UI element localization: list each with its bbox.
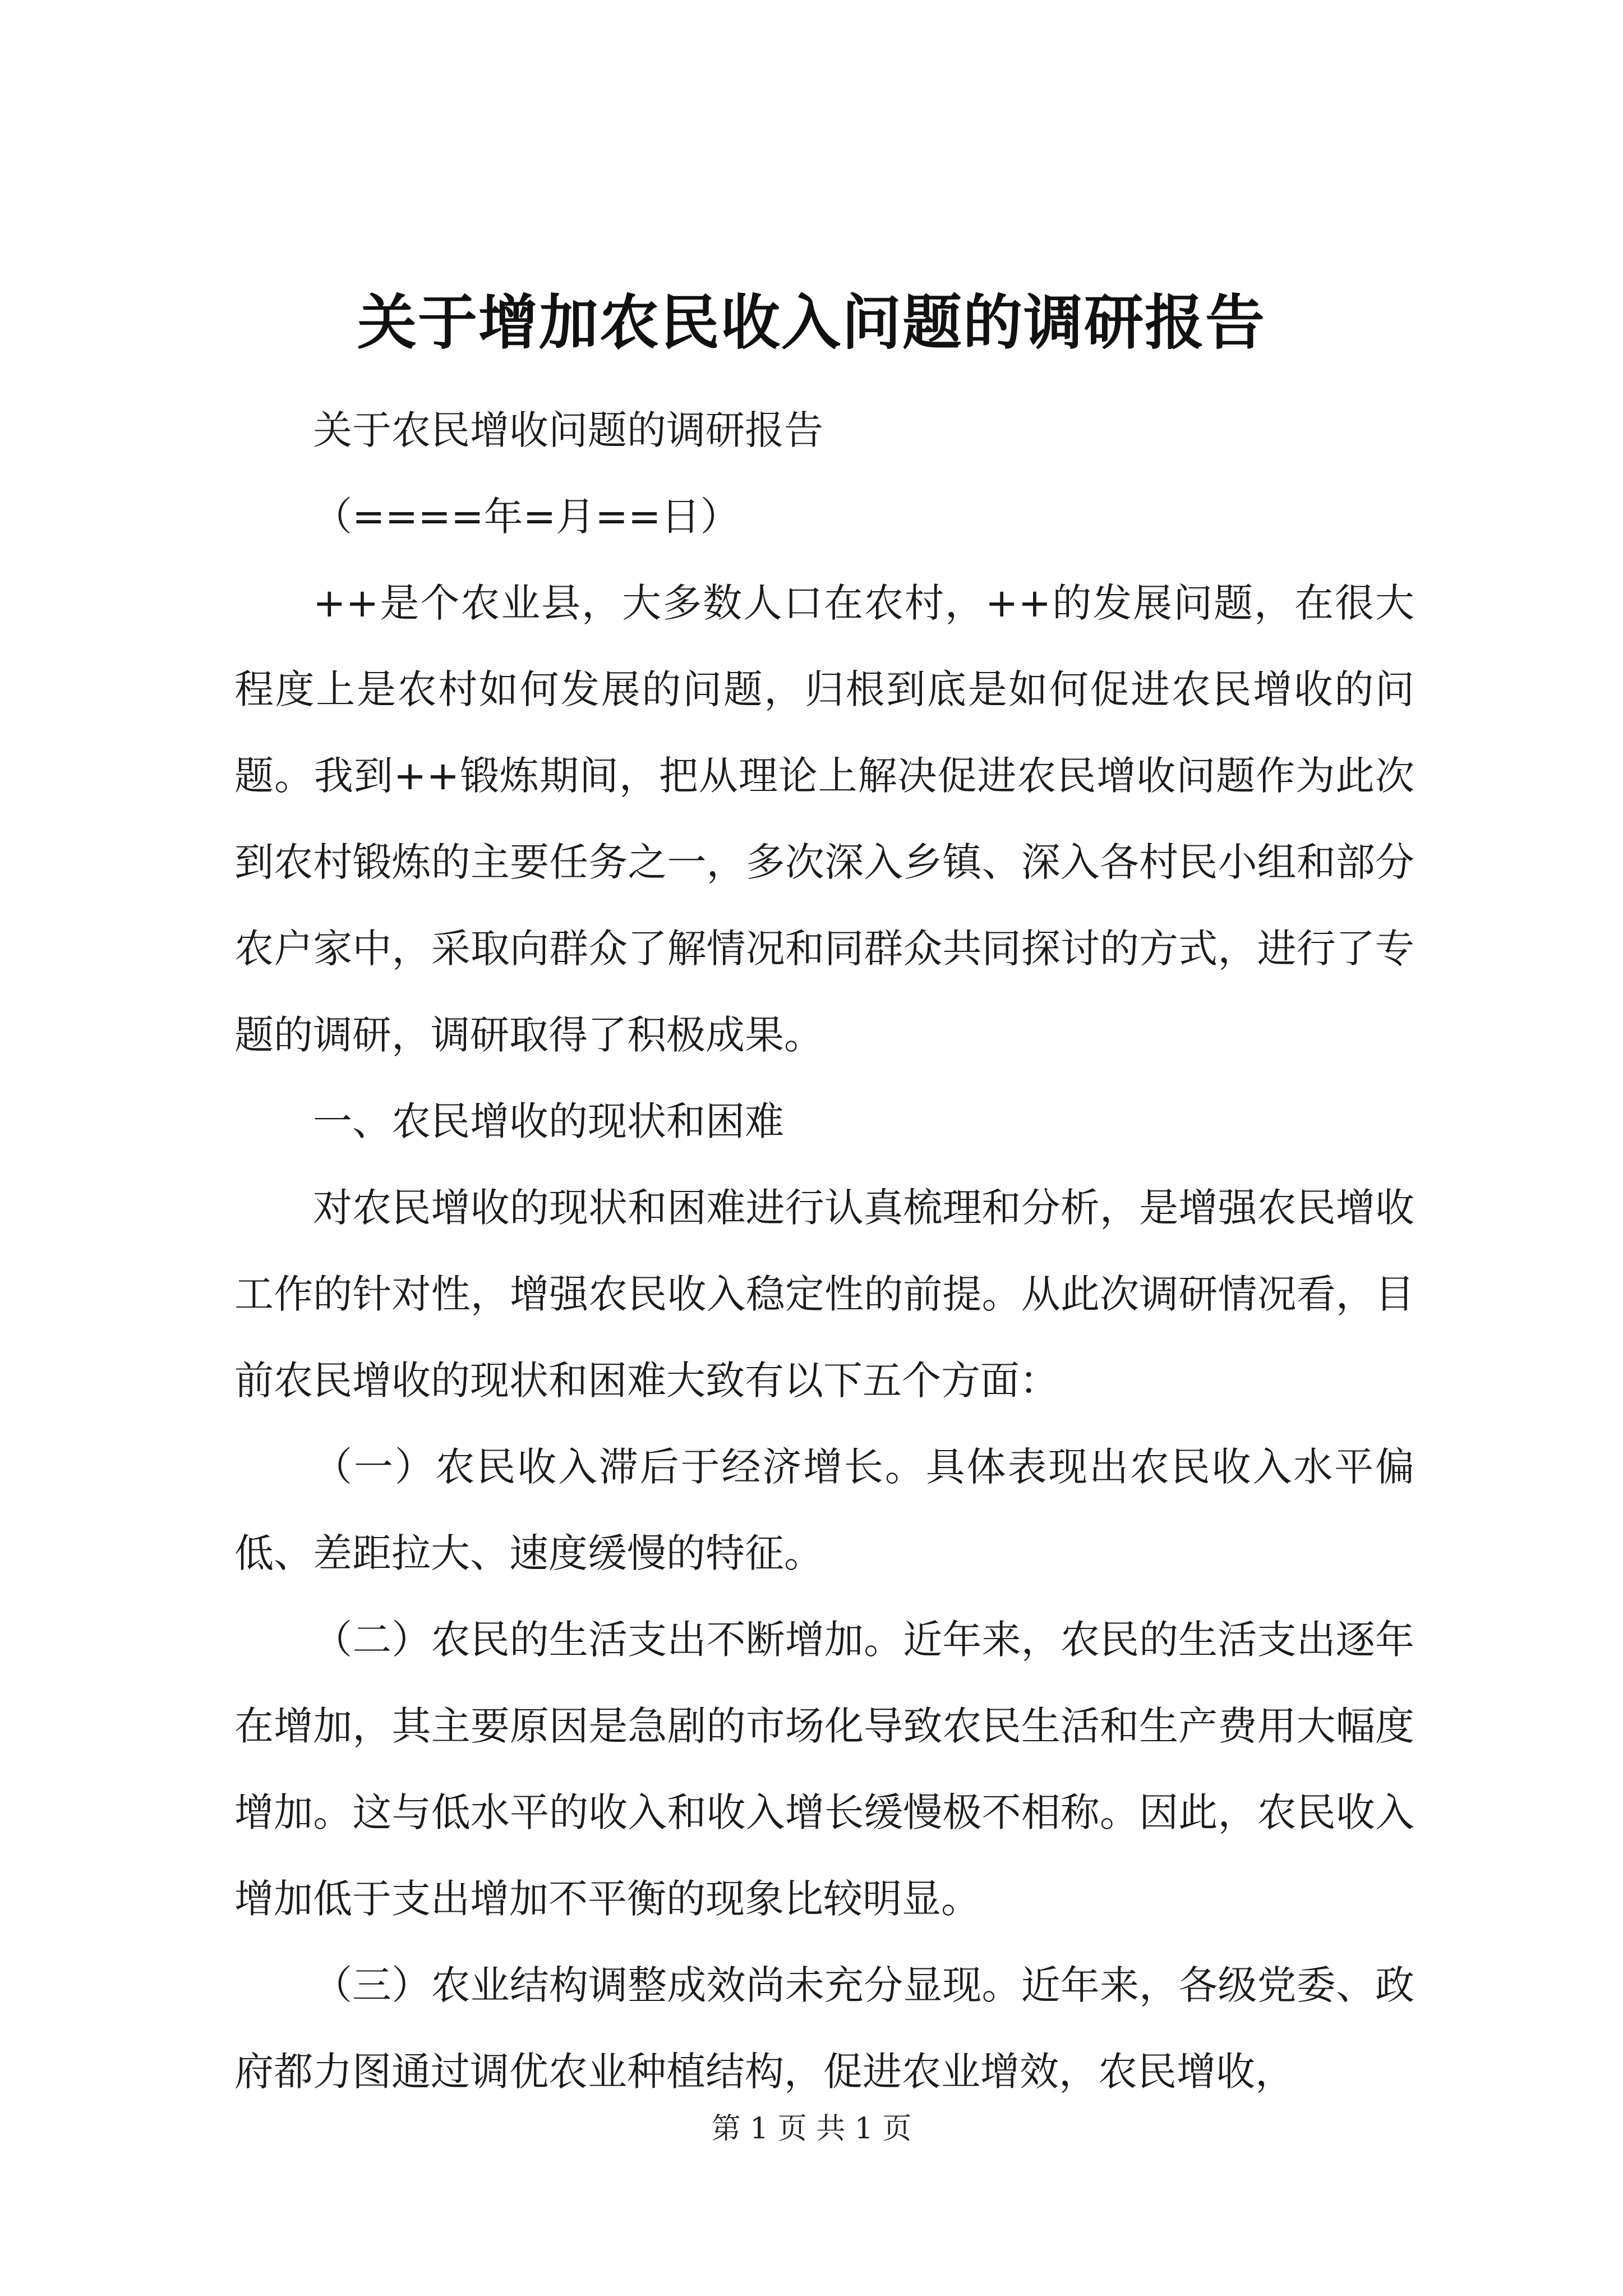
page-number-footer: 第 1 页 共 1 页 [711,2112,912,2146]
document-title: 关于增加农民收入问题的调研报告 [357,287,1266,357]
document-body [234,387,1414,2115]
paragraph-intro: ++是个农业县，大多数人口在农村，++的发展问题，在很大程度上是农村如何发展的问题，归根到底是如何促进农民增收的问题。我到++锻炼期间，把从理论上解决促进农民增收问题作为此次到农村锻炼的主要任务之一，多次深入乡镇、深入各村民小组和部分农户家中，采取向群众了解情况和同群众共同探讨的方式，进行了专题的调研，调研取得了积极成果。 [234,580,1414,1058]
paragraph-item-3: （三）农业结构调整成效尚未充分显现。近年来，各级党委、政府都力图通过调优农业种植结构，促进农业增效，农民增收， [234,1962,1414,2095]
paragraph-item-1: （一）农民收入滞后于经济增长。具体表现出农民收入水平偏低、差距拉大、速度缓慢的特征。 [234,1444,1414,1576]
document-date: （====年=月==日） [313,494,740,540]
paragraph-section-1: 对农民增收的现状和困难进行认真梳理和分析，是增强农民增收工作的针对性，增强农民收入稳定性的前提。从此次调研情况看，目前农民增收的现状和困难大致有以下五个方面： [234,1185,1414,1404]
document-subtitle: 关于农民增收问题的调研报告 [313,407,823,453]
paragraph-item-2: （二）农民的生活支出不断增加。近年来，农民的生活支出逐年在增加，其主要原因是急剧的市场化导致农民生活和生产费用大幅度增加。这与低水平的收入和收入增长缓慢极不相称。因此，农民收入增加低于支出增加不平衡的现象比较明显。 [234,1617,1414,1922]
section-heading-1: 一、农民增收的现状和困难 [313,1098,784,1144]
